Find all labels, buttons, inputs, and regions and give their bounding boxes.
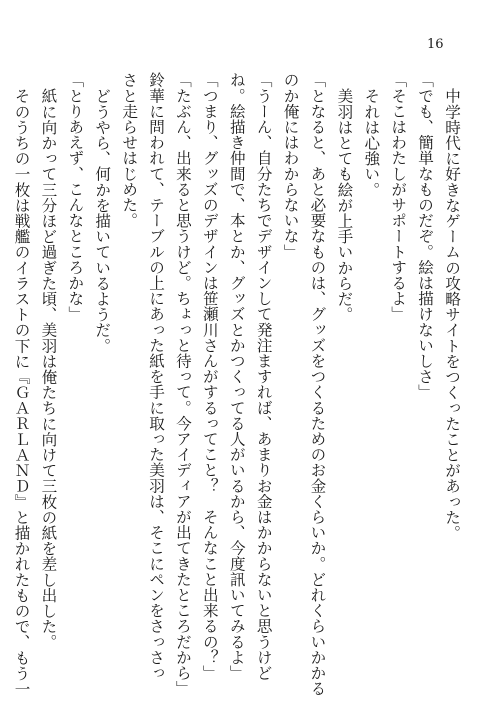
text-line: 「でも、簡単なものだぞ。絵は描けないしさ」 [416,72,435,400]
text-line: 「となると、あと必要なものは、グッズをつくるためのお金くらいか。どれくらいかかる [308,72,327,696]
text-line: 中学時代に好きなゲームの攻略サイトをつくったことがあった。 [443,87,461,540]
text-line: 「たぶん、出来ると思うけど。ちょっと待って。今アイディアが出てきたところだから」 [173,72,192,696]
text-line: そのうちの一枚は戦艦のイラストの下に『ＧＡＲＬＡＮＤ』と描かれたもので、もう一 [12,87,31,696]
text-line: さと走らせはじめた。 [120,72,139,228]
text-line: 「そこはわたしがサポートするよ」 [389,72,408,322]
text-line: 美羽はとても絵が上手いからだ。 [335,87,354,322]
body-text [12,72,465,696]
text-line: どうやら、何かを描いているようだ。 [93,87,112,353]
text-line: のか俺にはわからないな」 [281,72,300,260]
text-line: 紙に向かって三分ほど過ぎた頃、美羽は俺たちに向けて三枚の紙を差し出した。 [39,87,58,650]
text-line: 「とりあえず、こんなところかな」 [66,72,85,322]
text-line: 「うーん、自分たちでデザインして発注ますれば、あまりお金はかからないと思うけど [254,72,273,681]
text-line: それは心強い。 [362,87,381,197]
text-line: 鈴華に問われて、テーブルの上にあった紙を手に取った美羽は、そこにペンをさっさっ [147,72,166,681]
text-line: ね。絵描き仲間で、本とか、グッズとかつくってる人がいるから、今度訊いてみるよ」 [227,72,246,681]
text-line: 「つまり、グッズのデザインは笹瀬川さんがするってこと？ そんなこと出来るの？」 [200,72,219,681]
page-number: 16 [427,37,444,52]
